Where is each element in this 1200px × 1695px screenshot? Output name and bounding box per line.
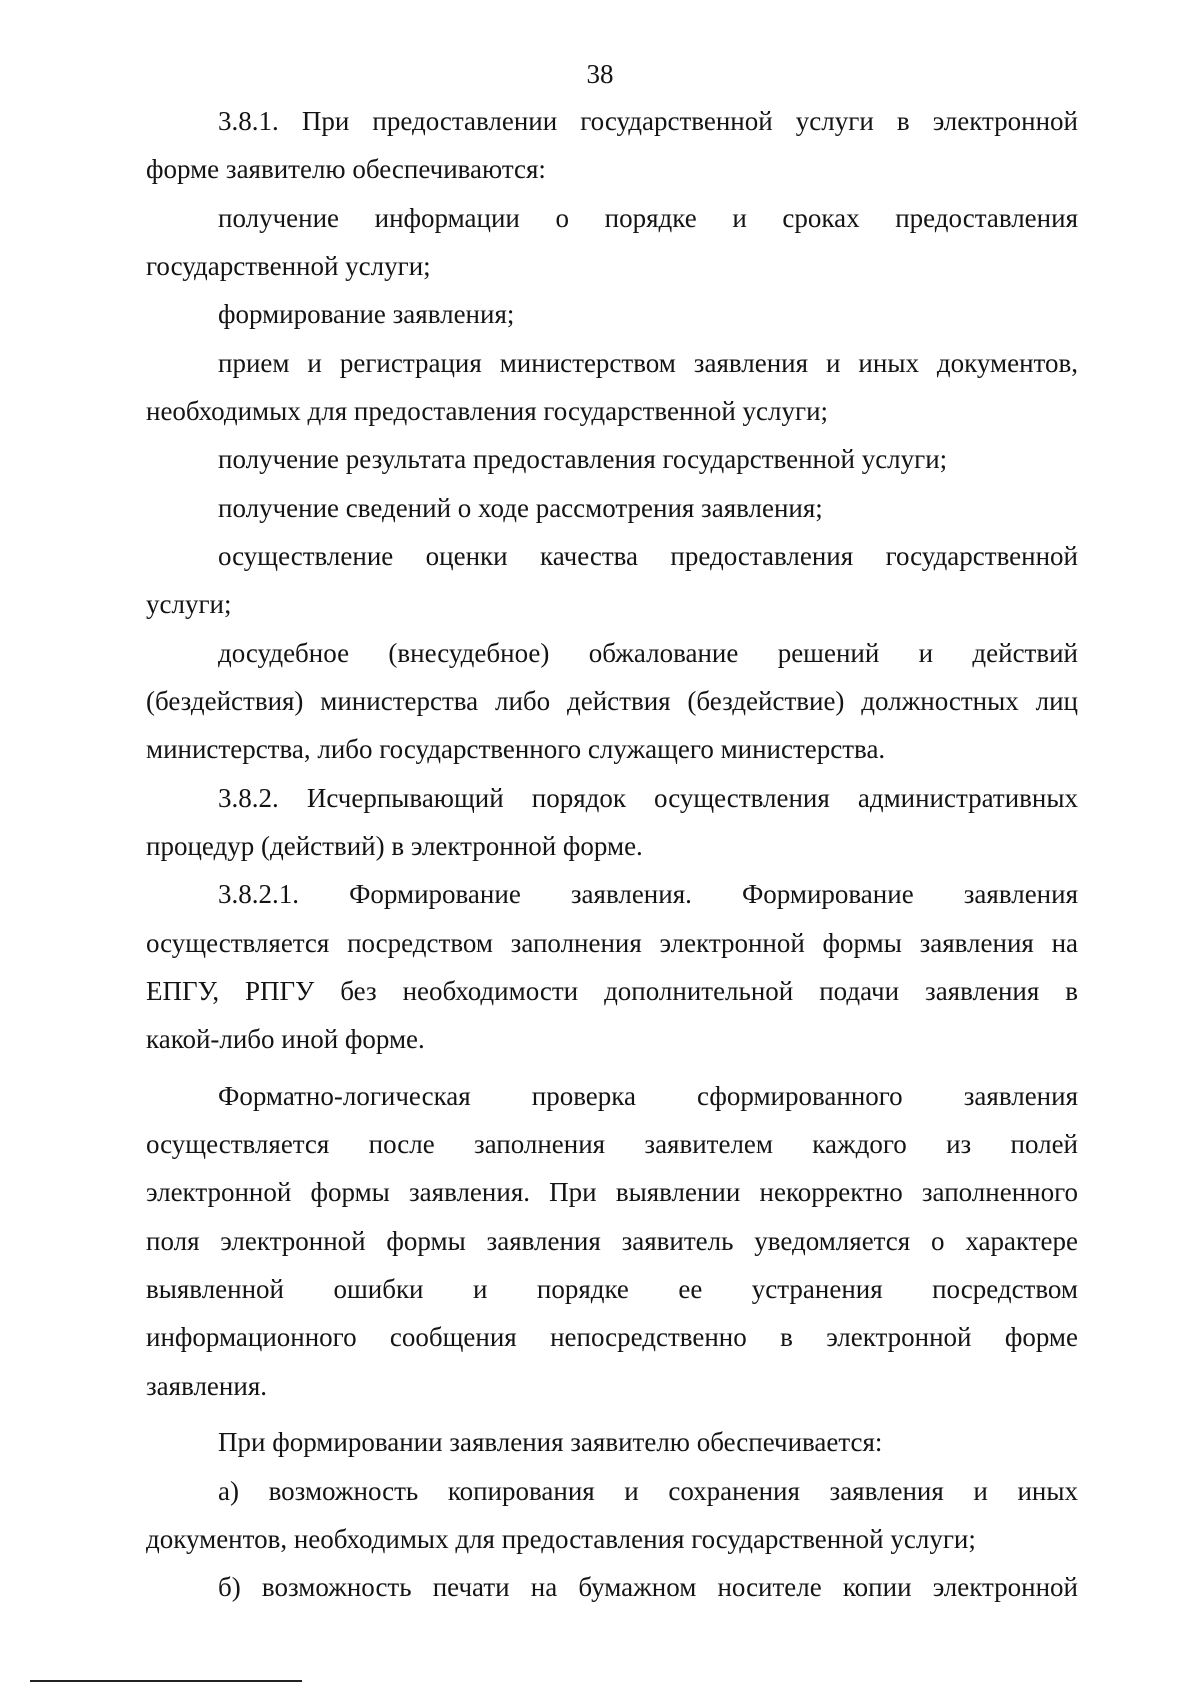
text-line: ЕПГУ, РПГУ без необходимости дополнительной подачи заявления в xyxy=(146,976,1078,1006)
text-line: информационного сообщения непосредственно в электронной форме xyxy=(146,1322,1078,1352)
text-line: осуществляется после заполнения заявителем каждого из полей xyxy=(146,1129,1078,1159)
text-line: При формировании заявления заявителю обеспечивается: xyxy=(218,1427,883,1457)
text-line: получение сведений о ходе рассмотрения заявления; xyxy=(218,493,823,523)
text-line: а) возможность копирования и сохранения заявления и иных xyxy=(218,1476,1078,1506)
text-line: электронной формы заявления. При выявлении некорректно заполненного xyxy=(146,1177,1078,1207)
text-line: министерства, либо государственного служащего министерства. xyxy=(146,734,886,764)
text-line: Форматно-логическая проверка сформированного заявления xyxy=(218,1081,1078,1111)
text-line: прием и регистрация министерством заявления и иных документов, xyxy=(218,348,1078,378)
text-line: досудебное (внесудебное) обжалование решений и действий xyxy=(218,638,1078,668)
text-line: какой-либо иной форме. xyxy=(146,1024,425,1054)
text-line: формирование заявления; xyxy=(218,299,515,329)
text-line: документов, необходимых для предоставления государственной услуги; xyxy=(146,1524,976,1554)
text-line: поля электронной формы заявления заявитель уведомляется о характере xyxy=(146,1226,1078,1256)
text-line: услуги; xyxy=(146,589,232,619)
text-line: процедур (действий) в электронной форме. xyxy=(146,831,643,861)
text-line: необходимых для предоставления государственной услуги; xyxy=(146,396,829,426)
footnote-divider xyxy=(30,1680,302,1682)
text-line: (бездействия) министерства либо действия (бездействие) должностных лиц xyxy=(146,686,1078,716)
text-line: 3.8.2. Исчерпывающий порядок осуществления административных xyxy=(218,783,1078,813)
text-line: получение информации о порядке и сроках предоставления xyxy=(218,203,1078,233)
text-line: б) возможность печати на бумажном носителе копии электронной xyxy=(218,1572,1078,1602)
page-number: 38 xyxy=(586,59,614,89)
text-line: осуществление оценки качества предоставления государственной xyxy=(218,541,1078,571)
text-line: форме заявителю обеспечиваются: xyxy=(146,154,546,184)
text-line: осуществляется посредством заполнения электронной формы заявления на xyxy=(146,928,1078,958)
text-line: получение результата предоставления государственной услуги; xyxy=(218,444,948,474)
text-line: 3.8.2.1. Формирование заявления. Формирование заявления xyxy=(218,879,1078,909)
text-line: государственной услуги; xyxy=(146,251,431,281)
text-line: выявленной ошибки и порядке ее устранения посредством xyxy=(146,1274,1078,1304)
text-line: 3.8.1. При предоставлении государственной услуги в электронной xyxy=(218,106,1078,136)
text-line: заявления. xyxy=(146,1371,267,1401)
